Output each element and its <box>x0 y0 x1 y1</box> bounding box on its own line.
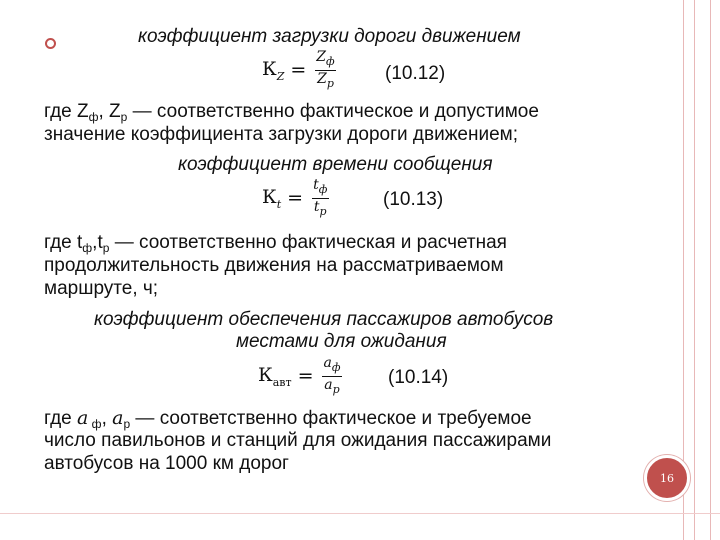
equals-sign: = <box>287 187 304 210</box>
equals-sign: = <box>290 59 307 82</box>
formula-lhs: $К_{авт}$ <box>258 363 292 389</box>
frame-line-outer <box>710 0 711 540</box>
definition-t: где $t_ф,t_р$ — соответственно фактическая и расчетная <box>44 232 507 255</box>
heading-provision-coefficient: коэффициент обеспечения пассажиров автобусов <box>94 309 554 330</box>
definition-a: где a $_ф$, $a_р$ — соответственно фактическое и требуемое <box>44 407 532 431</box>
fraction: $\frac{t_ф}{t_р}$ <box>313 177 328 218</box>
definition-z-line2: значение коэффициента загрузки дороги движением; <box>44 124 518 145</box>
definition-a-line2: число павильонов и станций для ожидания пассажирами <box>44 430 552 451</box>
formula-10-14 <box>258 356 342 397</box>
bullet-icon <box>45 38 56 49</box>
equals-sign: = <box>297 365 314 388</box>
fraction: $\frac{a_ф}{a_р}$ <box>323 355 341 396</box>
heading-load-coefficient: коэффициент загрузки дороги движением <box>138 26 521 47</box>
frame-line-left <box>683 0 684 540</box>
definition-t-line2: продолжительность движения на рассматриваемом <box>44 255 504 276</box>
definition-t-line3: маршруте, ч; <box>44 278 159 299</box>
page-number-badge: 16 <box>644 455 690 501</box>
heading-time-coefficient: коэффициент времени сообщения <box>178 154 493 175</box>
formula-lhs: $К_Z$ <box>262 57 285 83</box>
equation-number-10-12: (10.12) <box>385 63 446 84</box>
definition-z: где $Z_ф$, $Z_р$ — соответственно фактическое и допустимое <box>44 101 539 124</box>
heading-provision-coefficient-line2: местами для ожидания <box>236 331 447 352</box>
equation-number-10-14: (10.14) <box>388 367 449 388</box>
frame-line-right <box>694 0 695 540</box>
definition-a-line3: автобусов на 1000 км дорог <box>44 453 289 474</box>
formula-10-12 <box>262 50 337 91</box>
fraction: $\frac{Z_ф}{Z_р}$ <box>316 49 335 90</box>
formula-10-13 <box>262 178 329 219</box>
equation-number-10-13: (10.13) <box>383 189 444 210</box>
formula-lhs: $К_t$ <box>262 185 282 211</box>
frame-line-bottom <box>0 513 720 514</box>
